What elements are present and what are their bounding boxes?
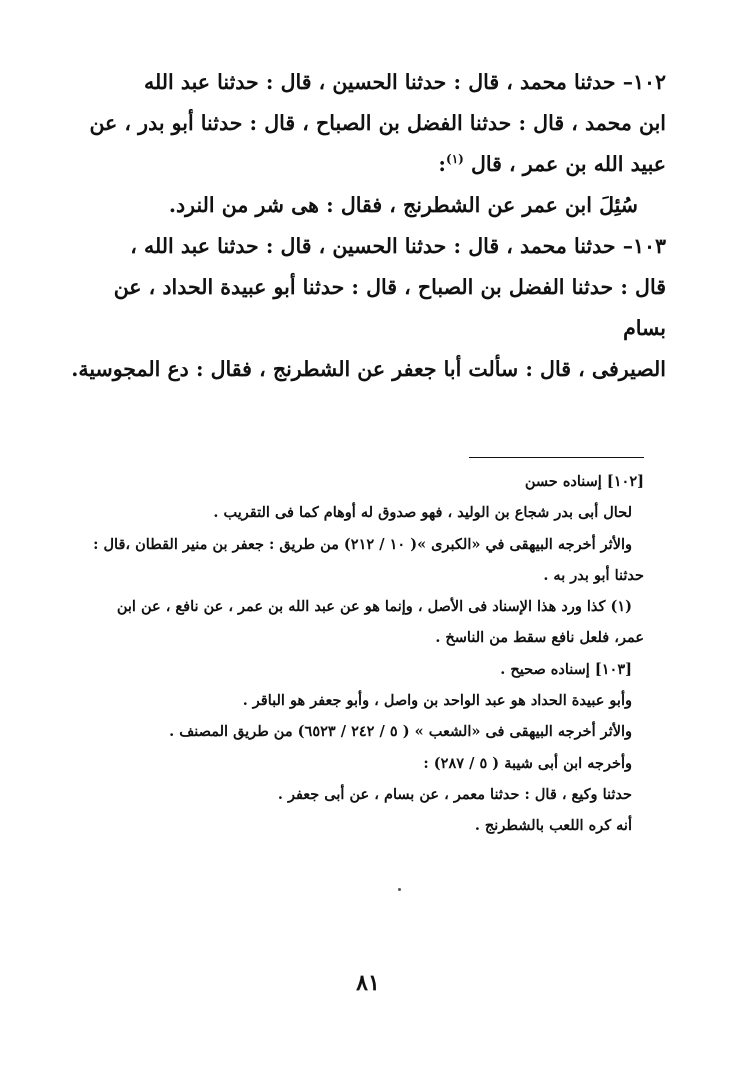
hadith-103-line-1 <box>66 226 666 267</box>
hadith-102-text: – حدثنا محمد ، قال : حدثنا الحسين ، قال : حدثنا عبد الله <box>143 70 633 94</box>
note-102-heading: [١٠٢] إسناده حسن <box>524 473 644 490</box>
main-text <box>66 62 666 390</box>
page-number: ٨١ <box>356 970 380 996</box>
footnote-1-line-1: (١) كذا ورد هذا الإسناد فى الأصل ، وإنما هو عن عبد الله بن عمر ، عن نافع ، عن ابن <box>116 598 632 616</box>
hadith-102-line-4: سُئِلَ ابن عمر عن الشطرنج ، فقال : هى شر من النرد. <box>168 193 638 217</box>
hadith-103-line-2: قال : حدثنا الفضل بن الصباح ، قال : حدثنا أبو عبيدة الحداد ، عن بسام <box>113 275 666 340</box>
hadith-102-line-3 <box>66 144 666 185</box>
hadith-102-line-3-colon: : <box>438 152 446 176</box>
note-103-line-3: وأخرجه ابن أبى شيبة ( ٥ / ٢٨٧) : <box>423 754 632 772</box>
hadith-102-line-3-text: عبيد الله بن عمر ، قال <box>470 152 666 176</box>
footnote-ref-1: (١) <box>446 152 464 167</box>
note-103-line-4: حدثنا وكيع ، قال : حدثنا معمر ، عن بسام ، عن أبى جعفر . <box>277 785 632 803</box>
note-103-heading: [١٠٣] إسناده صحيح . <box>500 660 632 678</box>
note-102-line-2: والأثر أخرجه البيهقى في «الكبرى »( ١٠ / ٢١٢) من طريق : جعفر بن منير القطان ،قال : <box>93 535 632 553</box>
hadith-103-line-3: الصيرفى ، قال : سألت أبا جعفر عن الشطرنج ، فقال : دع المجوسية. <box>71 357 666 381</box>
footnote-divider <box>469 457 644 458</box>
note-102-line-3: حدثنا أبو بدر به . <box>543 566 644 584</box>
hadith-102-number: ١٠٢ <box>632 70 666 94</box>
footnotes <box>84 466 644 842</box>
note-102-line-1: لحال أبى بدر شجاع بن الوليد ، فهو صدوق له أوهام كما فى التقريب . <box>213 504 632 522</box>
note-103-line-1: وأبو عبيدة الحداد هو عبد الواحد بن واصل ، وأبو جعفر هو الباقر . <box>242 692 632 710</box>
ink-speck <box>398 888 401 891</box>
hadith-103-number: ١٠٣ <box>632 234 666 258</box>
hadith-102-line-1 <box>66 62 666 103</box>
hadith-103-text: – حدثنا محمد ، قال : حدثنا الحسين ، قال : حدثنا عبد الله ، <box>130 234 633 258</box>
note-103-line-2: والأثر أخرجه البيهقى فى «الشعب » ( ٥ / ٢٤٢ / ٦٥٢٣) من طريق المصنف . <box>169 723 632 741</box>
hadith-102-line-2: ابن محمد ، قال : حدثنا الفضل بن الصباح ، قال : حدثنا أبو بدر ، عن <box>89 111 666 135</box>
note-103-line-5: أنه كره اللعب بالشطرنج . <box>474 817 632 835</box>
footnote-1-line-2: عمر، فلعل نافع سقط من الناسخ . <box>435 629 644 647</box>
